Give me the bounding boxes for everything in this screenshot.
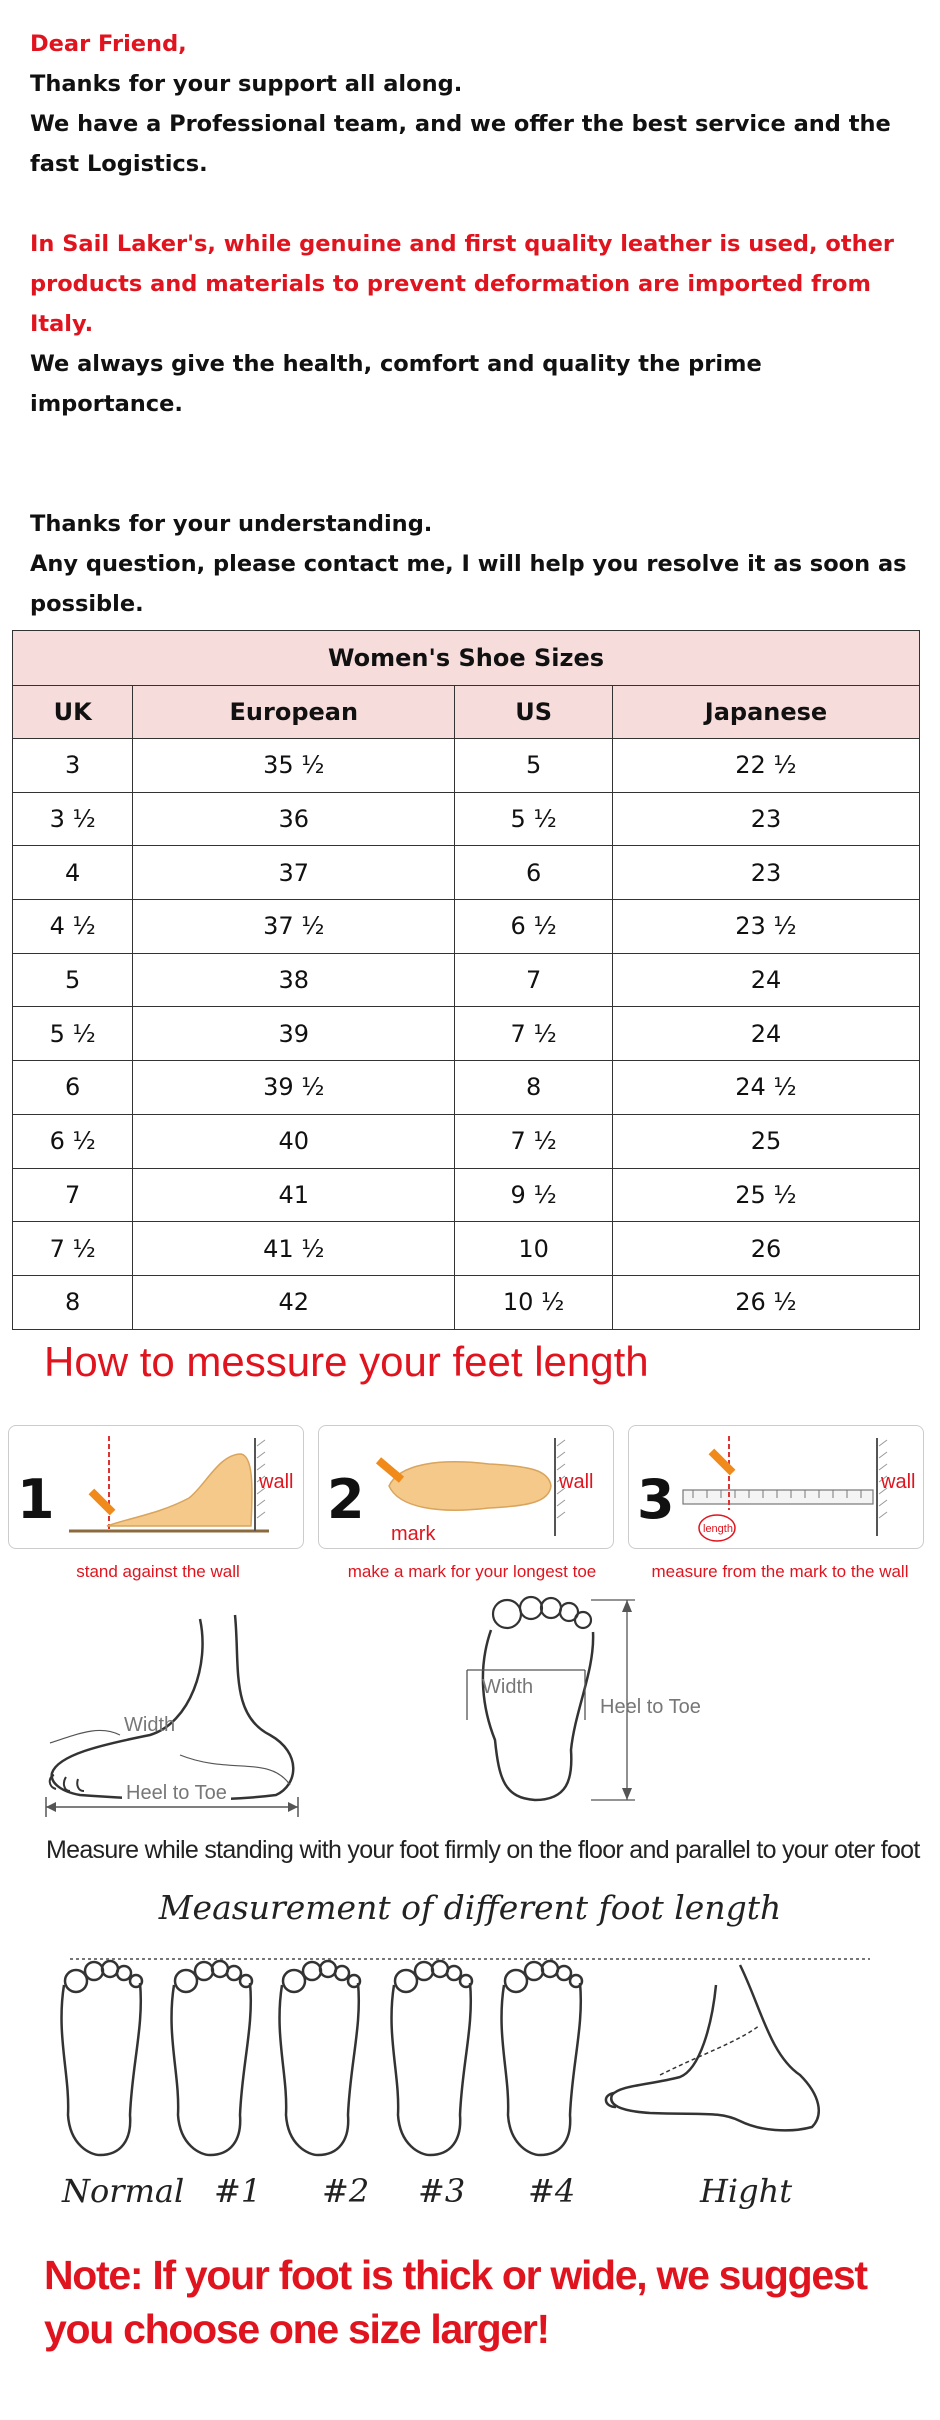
- toe: [395, 1970, 417, 1992]
- table-cell: 24: [612, 1007, 919, 1061]
- foot-types-title: Measurement of different foot length: [158, 1888, 782, 1927]
- table-cell: 23: [612, 846, 919, 900]
- table-cell: 26 ½: [612, 1275, 919, 1329]
- foot-normal: [62, 1961, 142, 2155]
- toe: [335, 1966, 349, 1980]
- table-row: [13, 953, 920, 1007]
- table-row: [13, 739, 920, 793]
- table-row: [13, 792, 920, 846]
- table-row: [13, 1114, 920, 1168]
- step-2-panel: [318, 1425, 614, 1549]
- table-row: [13, 1061, 920, 1115]
- greeting: Dear Friend,: [30, 31, 187, 57]
- table-cell: 25 ½: [612, 1168, 919, 1222]
- foot-label-3: #3: [418, 2172, 466, 2210]
- toe: [557, 1966, 571, 1980]
- table-cell: 3 ½: [13, 792, 133, 846]
- toe: [85, 1962, 103, 1980]
- table-cell: 35 ½: [133, 739, 455, 793]
- table-cell: 7: [13, 1168, 133, 1222]
- size-table: [12, 630, 920, 1330]
- table-cell: 10 ½: [455, 1275, 613, 1329]
- table-cell: 36: [133, 792, 455, 846]
- foot-label-hight: Hight: [700, 2172, 793, 2210]
- high-arch-foot: [606, 1965, 819, 2130]
- table-cell: 5: [13, 953, 133, 1007]
- toe: [525, 1962, 543, 1980]
- letter-line: Thanks for your understanding.: [30, 511, 433, 537]
- step-2-illustration: [319, 1426, 613, 1548]
- table-row: [13, 900, 920, 954]
- foot-types-illustration: [0, 1945, 940, 2175]
- table-cell: 22 ½: [612, 739, 919, 793]
- step-3-illustration: [629, 1426, 923, 1548]
- toe: [570, 1975, 582, 1987]
- table-cell: 6: [13, 1061, 133, 1115]
- foot-type-3: [392, 1961, 472, 2155]
- foot-type-2: [280, 1961, 360, 2155]
- table-cell: 37: [133, 846, 455, 900]
- letter-line: We always give the health, comfort and quality the prime importance.: [30, 351, 762, 417]
- table-cell: 7 ½: [455, 1007, 613, 1061]
- table-cell: 5: [455, 739, 613, 793]
- table-cell: 24: [612, 953, 919, 1007]
- toe: [432, 1961, 448, 1977]
- toe: [303, 1962, 321, 1980]
- toe: [195, 1962, 213, 1980]
- table-cell: 6 ½: [13, 1114, 133, 1168]
- wall-label: wall: [259, 1471, 294, 1493]
- table-cell: 23 ½: [612, 900, 919, 954]
- top-heel-label: Heel to Toe: [600, 1696, 701, 1718]
- table-cell: 5 ½: [455, 792, 613, 846]
- column-header: Japanese: [612, 686, 919, 739]
- table-cell: 10: [455, 1222, 613, 1276]
- quality-paragraph: In Sail Laker's, while genuine and first quality leather is used, other products and materials to prevent deformation are imported from Italy.: [30, 231, 894, 337]
- table-cell: 8: [13, 1275, 133, 1329]
- table-cell: 40: [133, 1114, 455, 1168]
- foot-type-4: [502, 1961, 582, 2155]
- column-header: UK: [13, 686, 133, 739]
- table-cell: 24 ½: [612, 1061, 919, 1115]
- step-1-illustration: [9, 1426, 303, 1548]
- toe: [447, 1966, 461, 1980]
- foot-label-2: #2: [322, 2172, 370, 2210]
- measure-note: Measure while standing with your foot firmly on the floor and parallel to your oter foot: [46, 1836, 920, 1864]
- table-row: [13, 1275, 920, 1329]
- table-row: [13, 1222, 920, 1276]
- side-heel-label: Heel to Toe: [122, 1782, 231, 1805]
- column-header: US: [455, 686, 613, 739]
- letter-line: Any question, please contact me, I will help you resolve it as soon as possible.: [30, 551, 907, 617]
- toe: [460, 1975, 472, 1987]
- foot-label-1: #1: [214, 2172, 262, 2210]
- side-width-label: Width: [124, 1714, 176, 1736]
- toe: [117, 1966, 131, 1980]
- table-cell: 26: [612, 1222, 919, 1276]
- table-cell: 42: [133, 1275, 455, 1329]
- table-cell: 3: [13, 739, 133, 793]
- toe: [240, 1975, 252, 1987]
- table-row: [13, 1168, 920, 1222]
- table-cell: 41 ½: [133, 1222, 455, 1276]
- table-cell: 37 ½: [133, 900, 455, 954]
- mark-label: mark: [391, 1523, 436, 1545]
- foot-type-1: [172, 1961, 252, 2155]
- toe: [227, 1966, 241, 1980]
- step-number: 3: [637, 1468, 675, 1531]
- table-cell: 7 ½: [455, 1114, 613, 1168]
- foot-label-4: #4: [528, 2172, 576, 2210]
- table-cell: 6: [455, 846, 613, 900]
- table-cell: 39 ½: [133, 1061, 455, 1115]
- step-number: 1: [17, 1468, 55, 1531]
- measure-title: How to messure your feet length: [44, 1338, 649, 1385]
- step-3-caption: measure from the mark to the wall: [651, 1562, 909, 1581]
- table-cell: 4: [13, 846, 133, 900]
- step-number: 2: [327, 1468, 365, 1531]
- toe: [505, 1970, 527, 1992]
- table-cell: 9 ½: [455, 1168, 613, 1222]
- toe: [348, 1975, 360, 1987]
- length-label: length: [703, 1523, 733, 1535]
- toe: [542, 1961, 558, 1977]
- top-width-label: Width: [482, 1676, 534, 1698]
- toe: [102, 1961, 118, 1977]
- table-cell: 41: [133, 1168, 455, 1222]
- toe: [175, 1970, 197, 1992]
- table-cell: 23: [612, 792, 919, 846]
- letter: [30, 24, 910, 664]
- table-cell: 8: [455, 1061, 613, 1115]
- wall-label: wall: [559, 1471, 594, 1493]
- table-cell: 25: [612, 1114, 919, 1168]
- table-cell: 7: [455, 953, 613, 1007]
- letter-line: Thanks for your support all along.: [30, 71, 463, 97]
- wall-label: wall: [881, 1471, 916, 1493]
- table-title: Women's Shoe Sizes: [13, 631, 920, 686]
- table-cell: 6 ½: [455, 900, 613, 954]
- foot-label-normal: Normal: [62, 2172, 185, 2210]
- toe: [212, 1961, 228, 1977]
- table-cell: 38: [133, 953, 455, 1007]
- table-cell: 7 ½: [13, 1222, 133, 1276]
- table-cell: 39: [133, 1007, 455, 1061]
- table-cell: 5 ½: [13, 1007, 133, 1061]
- column-header: European: [133, 686, 455, 739]
- step-1-panel: [8, 1425, 304, 1549]
- table-row: [13, 1007, 920, 1061]
- toe: [320, 1961, 336, 1977]
- toe: [130, 1975, 142, 1987]
- step-1-caption: stand against the wall: [76, 1562, 240, 1581]
- letter-line: We have a Professional team, and we offer the best service and the fast Logistics.: [30, 111, 891, 177]
- toe: [283, 1970, 305, 1992]
- toe: [415, 1962, 433, 1980]
- table-cell: 4 ½: [13, 900, 133, 954]
- final-note: Note: If your foot is thick or wide, we suggest you choose one size larger!: [44, 2252, 867, 2352]
- step-2-caption: make a mark for your longest toe: [347, 1562, 597, 1581]
- table-row: [13, 846, 920, 900]
- step-3-panel: [628, 1425, 924, 1549]
- table-body: [13, 739, 920, 1330]
- toe: [65, 1970, 87, 1992]
